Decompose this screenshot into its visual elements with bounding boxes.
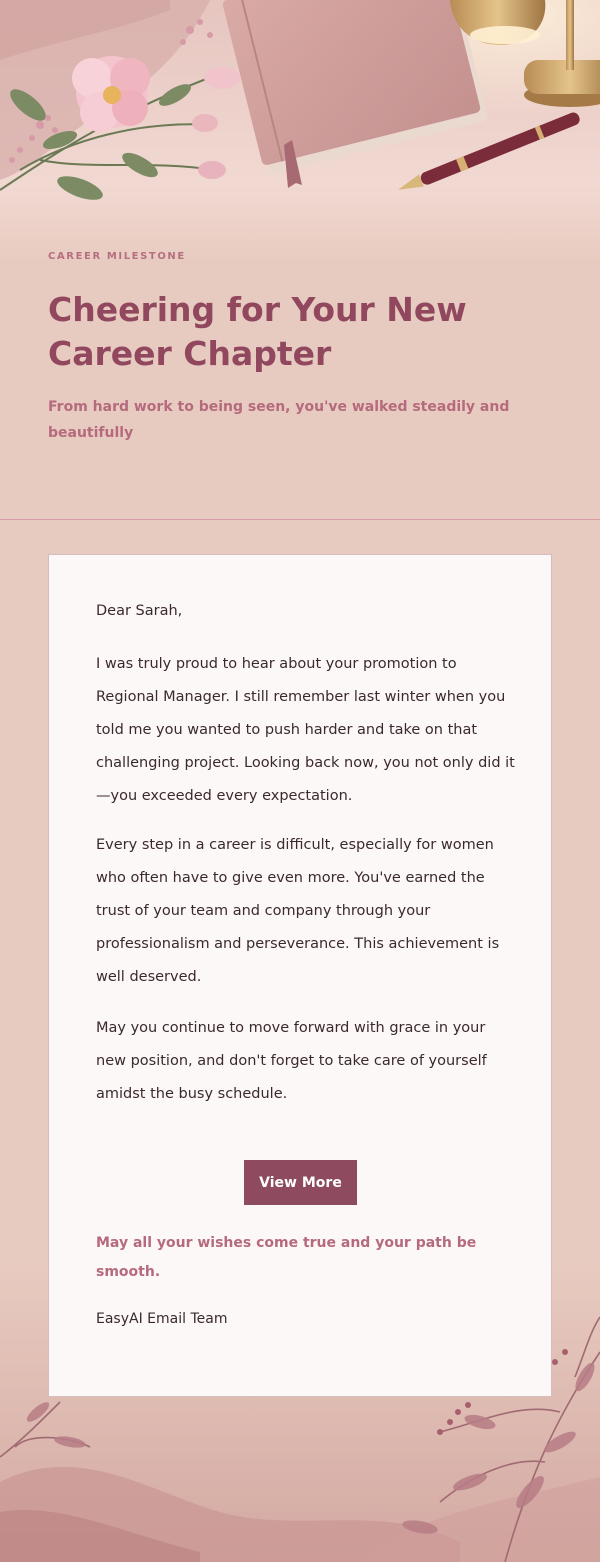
hero-image xyxy=(0,0,600,262)
header-divider xyxy=(0,519,600,520)
view-more-button[interactable]: View More xyxy=(244,1160,357,1205)
signature: EasyAI Email Team xyxy=(96,1311,228,1327)
letter-card xyxy=(48,554,552,1397)
section-eyebrow: CAREER MILESTONE xyxy=(48,251,186,262)
page-title: Cheering for Your New Career Chapter xyxy=(48,290,467,373)
letter-greeting: Dear Sarah, xyxy=(96,603,183,619)
letter-paragraph: I was truly proud to hear about your promotion to Regional Manager. I still remember last winter when you told me you wanted to push harder and take on that challenging project. Looking back now, you not only did it—you exceeded every expectation. xyxy=(96,656,515,804)
letter-paragraph: Every step in a career is difficult, especially for women who often have to give even more. You've earned the trust of your team and company through your professionalism and perseverance. This achievement is well deserved. xyxy=(96,837,500,985)
letter-paragraph: May you continue to move forward with grace in your new position, and don't forget to take care of yourself amidst the busy schedule. xyxy=(96,1020,487,1102)
closing-wish: May all your wishes come true and your path be smooth. xyxy=(96,1235,477,1280)
page-subtitle: From hard work to being seen, you've walked steadily and beautifully xyxy=(48,399,510,441)
